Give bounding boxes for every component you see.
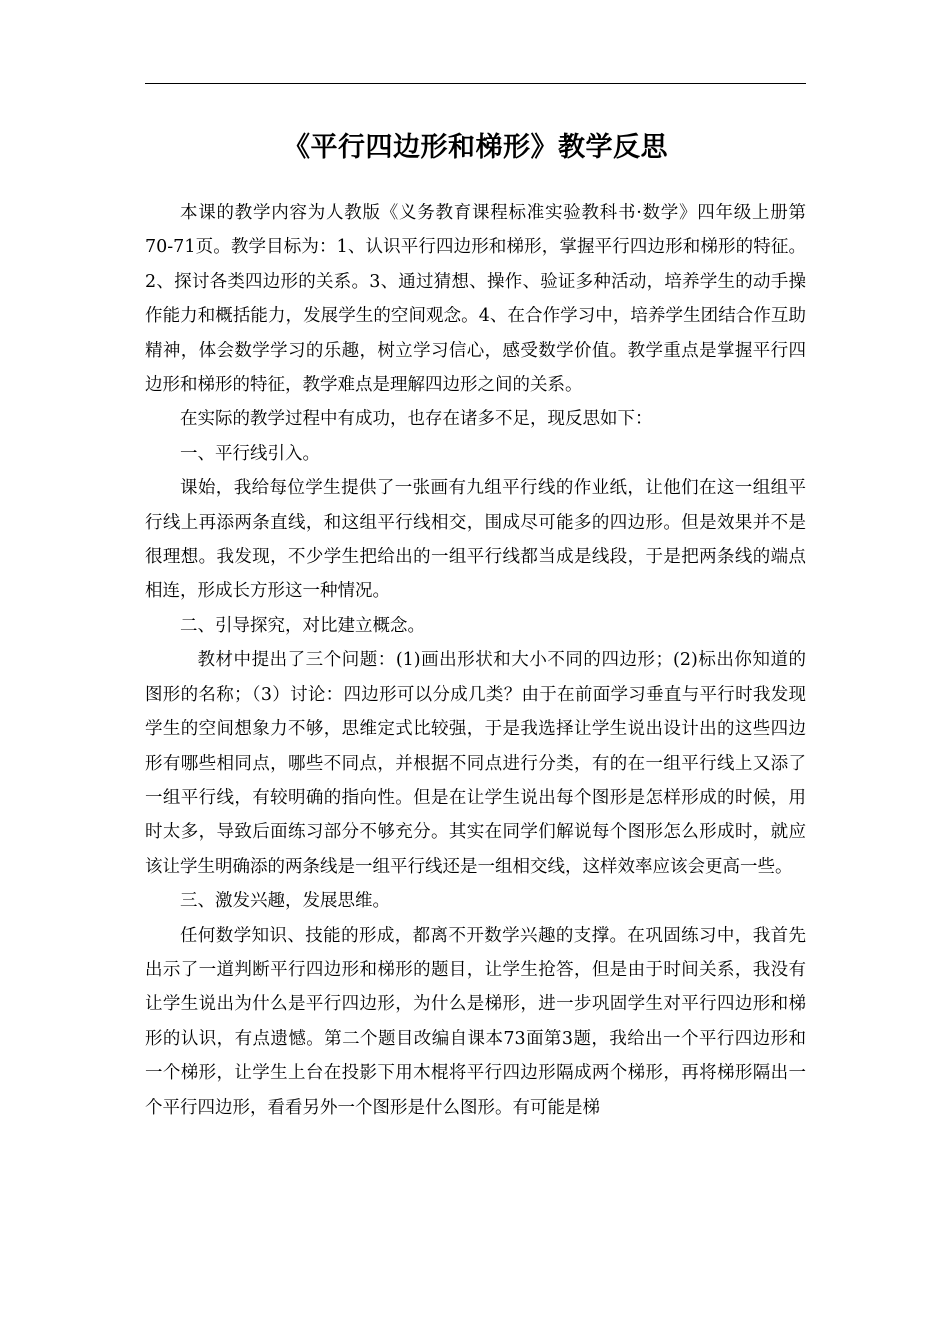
- section-heading-1: 一、平行线引入。: [180, 443, 320, 464]
- section-heading-2: 二、引导探究，对比建立概念。: [180, 615, 425, 636]
- paragraph-section-2: 教材中提出了三个问题：(1)画出形状和大小不同的四边形；(2)标出你知道的图形的名称；（3）讨论：四边形可以分成几类？由于在前面学习垂直与平行时我发现学生的空间想象力不够，思维定式比较强，于是我选择让学生说出设计出的这些四边形有哪些相同点，哪些不同点，并根据不同点进行分类，有的在一组平行线上又添了一组平行线，有较明确的指向性。但是在让学生说出每个图形是怎样形成的时候，用时太多，导致后面练习部分不够充分。其实在同学们解说每个图形怎么形成时，就应该让学生明确添的两条线是一组平行线还是一组相交线，这样效率应该会更高一些。: [145, 650, 806, 877]
- paragraph-section-3: 任何数学知识、技能的形成，都离不开数学兴趣的支撑。在巩固练习中，我首先出示了一道判断平行四边形和梯形的题目，让学生抢答，但是由于时间关系，我没有让学生说出为什么是平行四边形，为什么是梯形，进一步巩固学生对平行四边形和梯形的认识，有点遗憾。第二个题目改编自课本73面第3题，我给出一个平行四边形和一个梯形，让学生上台在投影下用木棍将平行四边形隔成两个梯形，再将梯形隔出一个平行四边形，看看另外一个图形是什么图形。有可能是梯: [145, 925, 806, 1118]
- section-heading-3: 三、激发兴趣，发展思维。: [180, 891, 390, 912]
- document-title: 《平行四边形和梯形》教学反思: [283, 132, 668, 163]
- header-rule: [145, 83, 806, 84]
- paragraph-section-1: 课始，我给每位学生提供了一张画有九组平行线的作业纸，让他们在这一组组平行线上再添两条直线，和这组平行线相交，围成尽可能多的四边形。但是效果并不是很理想。我发现，不少学生把给出的一组平行线都当成是线段，于是把两条线的端点相连，形成长方形这一种情况。: [145, 478, 806, 602]
- paragraph-intro: 本课的教学内容为人教版《义务教育课程标准实验教科书·数学》四年级上册第70-71页。教学目标为：1、认识平行四边形和梯形，掌握平行四边形和梯形的特征。2、探讨各类四边形的关系。3、通过猜想、操作、验证多种活动，培养学生的动手操作能力和概括能力，发展学生的空间观念。4、在合作学习中，培养学生团结合作互助精神，体会数学学习的乐趣，树立学习信心，感受数学价值。教学重点是掌握平行四边形和梯形的特征，教学难点是理解四边形之间的关系。: [145, 203, 806, 396]
- document-body: [145, 196, 806, 1125]
- paragraph-reflection-lead: 在实际的教学过程中有成功，也存在诸多不足，现反思如下：: [180, 409, 653, 430]
